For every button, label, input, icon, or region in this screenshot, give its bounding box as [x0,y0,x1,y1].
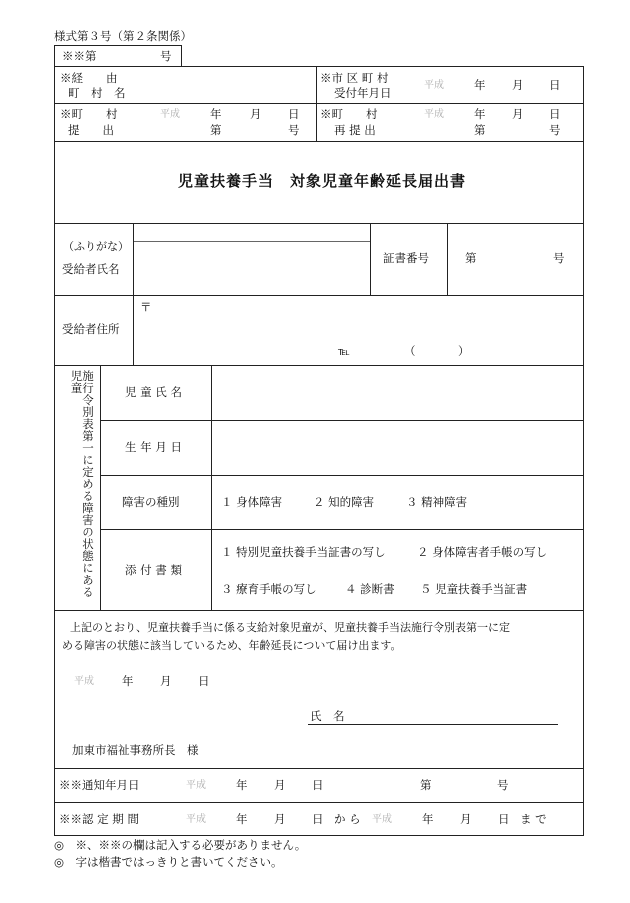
era-label: 平成 [186,780,206,791]
day-label: 日 [549,78,561,92]
month-label: 月 [250,107,262,121]
divider [100,529,584,530]
attachments-label: 添 付 書 類 [125,563,182,577]
disability-option-physical[interactable]: １ 身体障害 [221,495,283,509]
child-name-input[interactable] [212,366,583,420]
town-submit-label-2: 提 出 [68,123,114,137]
signature-label: 氏 名 [310,709,345,723]
month-label: 月 [274,812,286,826]
declaration-date-input[interactable] [70,670,220,690]
notice-date-label: ※※通知年月日 [59,778,140,792]
era-label: 平成 [74,676,94,687]
tel-label: ℡ [338,345,350,358]
recipient-name-label: 受給者氏名 [62,262,120,276]
era-label: 平成 [424,80,444,91]
day-label: 日 [312,778,324,792]
year-label: 年 [422,812,434,826]
keiyu-label-1: ※経 由 [60,71,118,85]
form-label: 様式第３号（第２条関係） [54,29,192,43]
era-label: 平成 [372,814,392,825]
form-title: 児童扶養手当 対象児童年齢延長届出書 [178,172,467,190]
cert-go-label: 号 [553,251,565,265]
year-label: 年 [236,812,248,826]
month-label: 月 [160,674,172,688]
declaration-line-1: 上記のとおり、児童扶養手当に係る支給対象児童が、児童扶養手当法施行令別表第一に定 [70,621,510,634]
year-label: 年 [474,78,486,92]
divider [54,141,584,142]
tel-open-paren: （ [404,344,416,358]
month-label: 月 [274,778,286,792]
go-label: 号 [288,123,300,137]
city-receipt-label-1: ※市 区 町 村 [320,71,389,85]
disability-type-label: 障害の種別 [122,495,180,509]
note-1: ◎ ※、※※の欄は記入する必要がありません。 [54,838,307,852]
divider [54,610,584,611]
divider [370,223,371,295]
dai-label: 第 [420,778,432,792]
birth-date-label: 生 年 月 日 [125,440,182,454]
cert-period-label: ※※認 定 期 間 [59,812,139,826]
town-resubmit-label-2: 再 提 出 [334,123,376,137]
divider [54,768,584,769]
divider [54,802,584,803]
town-resubmit-label-1: ※町 村 [320,107,378,121]
keiyu-label-2: 町 村 名 [68,86,126,100]
era-label: 平成 [424,109,444,120]
attachment-option-3[interactable]: ３ 療育手帳の写し [221,582,317,596]
day-label: 日 [288,107,300,121]
era-label: 平成 [186,814,206,825]
city-receipt-label-2: 受付年月日 [334,86,392,100]
attachment-option-4[interactable]: ４ 診断書 [345,582,395,596]
dai-label: 第 [210,123,222,137]
year-label: 年 [210,107,222,121]
day-label: 日 [312,812,324,826]
birth-date-input[interactable] [212,421,583,475]
cert-number-label: 証書番号 [383,251,429,265]
year-label: 年 [474,107,486,121]
town-submit-label-1: ※町 村 [60,107,118,121]
day-label: 日 [198,674,210,688]
disability-option-mental[interactable]: ３ 精神障害 [406,495,468,509]
era-label: 平成 [160,109,180,120]
attachment-option-1[interactable]: １ 特別児童扶養手当証書の写し [221,545,386,559]
year-label: 年 [122,674,134,688]
top-number-label: ※※第 [62,49,97,63]
month-label: 月 [460,812,472,826]
address-input[interactable] [134,296,583,365]
day-label: 日 [549,107,561,121]
declaration-line-2: める障害の状態に該当しているため、年齢延長について届け出ます。 [62,639,402,652]
signature-line [308,724,558,725]
attachment-option-2[interactable]: ２ 身体障害者手帳の写し [417,545,548,559]
day-label: 日 [498,812,510,826]
attachment-option-5[interactable]: ５ 児童扶養手当証書 [420,582,528,596]
divider [100,475,584,476]
go-label: 号 [549,123,561,137]
note-2: ◎ 字は楷書ではっきりと書いてください。 [54,855,283,869]
child-name-label: 児 童 氏 名 [125,385,182,399]
year-label: 年 [236,778,248,792]
cert-dai-label: 第 [465,251,477,265]
addressee: 加東市福祉事務所長 様 [72,743,199,757]
divider [100,365,101,610]
recipient-name-input[interactable] [134,242,370,295]
tel-close-paren: ） [458,344,470,358]
postal-mark: 〒 [140,300,152,314]
child-section-side-label: 施行令別表第一に定める障害の状態にある児童 [69,370,95,598]
dai-label: 第 [474,123,486,137]
disability-option-intellectual[interactable]: ２ 知的障害 [313,495,375,509]
furigana-input[interactable] [134,224,370,241]
top-number-suffix: 号 [160,49,172,63]
kara-label: か ら [334,812,361,826]
furigana-label: （ふりがな） [63,240,129,253]
go-label: 号 [497,778,509,792]
address-label: 受給者住所 [62,322,120,336]
signature-input[interactable] [350,705,558,724]
month-label: 月 [512,107,524,121]
made-label: ま で [520,812,547,826]
month-label: 月 [512,78,524,92]
